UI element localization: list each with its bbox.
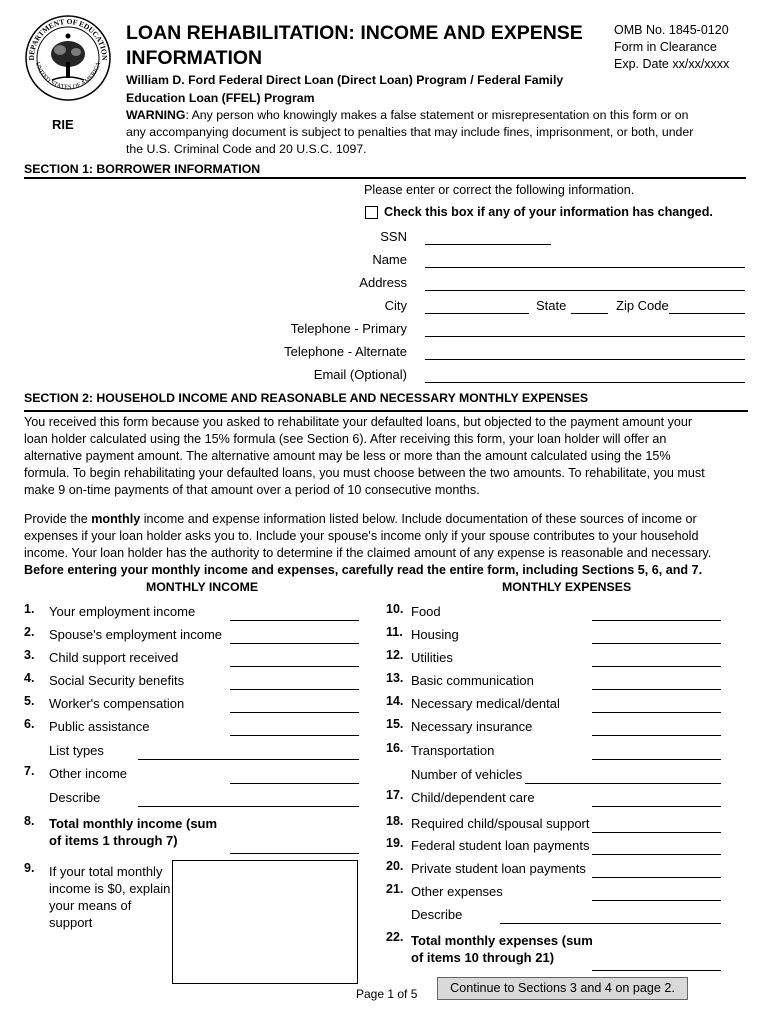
city-field[interactable]: [425, 313, 529, 314]
phone-primary-label: Telephone - Primary: [290, 321, 407, 336]
form-title-line2: INFORMATION: [126, 47, 263, 69]
expiration-date: Exp. Date xx/xx/xxxx: [614, 57, 730, 71]
insurance-field[interactable]: [592, 735, 721, 736]
child-support-field[interactable]: [230, 666, 359, 667]
income-item-label: Spouse's employment income: [49, 627, 223, 642]
email-label: Email (Optional): [313, 367, 407, 382]
medical-field[interactable]: [592, 712, 721, 713]
assistance-types-field[interactable]: [138, 759, 359, 760]
expense-item-num: 11.: [386, 625, 403, 639]
expense-item-num: 16.: [386, 741, 404, 755]
income-item-label: Describe: [49, 790, 101, 805]
info-changed-label: Check this box if any of your information has changed.: [384, 205, 713, 219]
means-of-support-textarea[interactable]: [172, 860, 358, 984]
page-number: Page 1 of 5: [356, 987, 418, 1001]
ssn-field[interactable]: [425, 244, 551, 245]
instructions-paragraph: Provide the monthly income and expense information listed below. Include documentation of these sources of income or expenses if your loan holder asks you to. Include your spouse's income only if your spouse contributes to your household income. Your loan holder has the authority to determine if the claimed amount of any expense is reasonable and necessary. Before entering your monthly income and expenses, carefully read the entire form, including Sections 5, 6, and 7.: [24, 512, 712, 577]
spousal-support-field[interactable]: [592, 832, 721, 833]
expense-item-label: Private student loan payments: [411, 861, 586, 876]
city-label: City: [384, 298, 407, 313]
employment-income-field[interactable]: [230, 620, 359, 621]
zero-income-label: If your total monthly: [49, 864, 163, 879]
income-item-num: 6.: [24, 717, 35, 731]
section1-instruction: Please enter or correct the following information.: [364, 183, 635, 197]
income-item-num: 3.: [24, 648, 35, 662]
expense-item-num: 13.: [386, 671, 404, 685]
form-code: RIE: [52, 117, 74, 132]
zero-income-label: support: [49, 915, 93, 930]
svg-text:UNITED STATES OF AMERICA: UNITED STATES OF AMERICA: [33, 61, 103, 91]
form-title-line1: LOAN REHABILITATION: INCOME AND EXPENSE: [126, 22, 583, 44]
total-income-label-2: of items 1 through 7): [49, 833, 178, 848]
expense-item-num: 19.: [386, 836, 404, 850]
federal-loan-field[interactable]: [592, 854, 721, 855]
other-expenses-describe-field[interactable]: [500, 923, 721, 924]
total-income-field[interactable]: [230, 853, 359, 854]
expense-item-label: Housing: [411, 627, 459, 642]
expense-item-label: Basic communication: [411, 673, 534, 688]
total-income-label: Total monthly income (sum: [49, 816, 218, 831]
expense-item-num: 17.: [386, 788, 404, 802]
income-item-label: Other income: [49, 766, 128, 781]
expense-item-num: 20.: [386, 859, 404, 873]
income-item-num: 8.: [24, 814, 35, 828]
food-field[interactable]: [592, 620, 721, 621]
expense-item-num: 18.: [386, 814, 404, 828]
program-name-line2: Education Loan (FFEL) Program: [126, 91, 315, 105]
expense-item-label: Utilities: [411, 650, 453, 665]
zip-label: Zip Code: [616, 298, 669, 313]
total-expenses-label-2: of items 10 through 21): [411, 950, 555, 965]
expense-item-num: 15.: [386, 717, 404, 731]
housing-field[interactable]: [592, 643, 721, 644]
expense-item-label: Necessary insurance: [411, 719, 533, 734]
workers-comp-field[interactable]: [230, 712, 359, 713]
income-item-label: Public assistance: [49, 719, 150, 734]
warning-line1: WARNING: Any person who knowingly makes a false statement or misrepresentation on this form or on: [126, 108, 689, 122]
name-field[interactable]: [425, 267, 745, 268]
income-item-label: Worker's compensation: [49, 696, 185, 711]
address-label: Address: [359, 275, 407, 290]
utilities-field[interactable]: [592, 666, 721, 667]
income-item-label: Social Security benefits: [49, 673, 185, 688]
expense-item-label: Necessary medical/dental: [411, 696, 560, 711]
expense-item-num: 21.: [386, 882, 404, 896]
spouse-income-field[interactable]: [230, 643, 359, 644]
state-field[interactable]: [571, 313, 608, 314]
svg-text:DEPARTMENT OF EDUCATION: DEPARTMENT OF EDUCATION: [26, 16, 110, 61]
income-item-num: 9.: [24, 861, 35, 875]
program-name-line1: William D. Ford Federal Direct Loan (Direct Loan) Program / Federal Family: [126, 73, 564, 87]
income-item-num: 2.: [24, 625, 35, 639]
monthly-expenses-header: MONTHLY EXPENSES: [502, 580, 632, 594]
private-loan-field[interactable]: [592, 877, 721, 878]
phone-alternate-field[interactable]: [425, 359, 745, 360]
clearance-status: Form in Clearance: [614, 40, 717, 54]
income-item-label: Child support received: [49, 650, 179, 665]
zero-income-label: income is $0, explain: [49, 881, 171, 896]
expense-item-label: Required child/spousal support: [411, 816, 590, 831]
warning-line3: the U.S. Criminal Code and 20 U.S.C. 1097.: [126, 142, 367, 156]
name-label: Name: [372, 252, 407, 267]
expense-item-label: Other expenses: [411, 884, 503, 899]
total-expenses-field[interactable]: [592, 970, 721, 971]
email-field[interactable]: [425, 382, 745, 383]
expense-item-label: Transportation: [411, 743, 495, 758]
department-of-education-seal: [24, 14, 112, 102]
income-item-label: List types: [49, 743, 104, 758]
other-income-describe-field[interactable]: [138, 806, 359, 807]
dependent-care-field[interactable]: [592, 806, 721, 807]
warning-line2: any accompanying document is subject to penalties that may include fines, imprisonment, or both, under: [126, 125, 694, 139]
communication-field[interactable]: [592, 689, 721, 690]
monthly-income-header: MONTHLY INCOME: [146, 580, 259, 594]
expense-item-label: Child/dependent care: [411, 790, 535, 805]
expense-item-num: 22.: [386, 930, 404, 944]
intro-paragraph: You received this form because you asked to rehabilitate your defaulted loans, but objected to the payment amount your loan holder calculated using the 15% formula (see Section 6). After receiving this form, your loan holder will offer an alternative payment amount. The alternative amount may be less or more than the amount calculated using the 15% formula. To begin rehabilitating your defaulted loans, you must choose between the two amounts. To rehabilitate, you must make 9 on-time payments of that amount over a period of 10 consecutive months.: [24, 415, 705, 497]
expense-item-num: 10.: [386, 602, 404, 616]
expense-item-label: Federal student loan payments: [411, 838, 590, 853]
zero-income-label: your means of: [49, 898, 132, 913]
info-changed-checkbox[interactable]: [365, 206, 378, 219]
continue-button[interactable]: Continue to Sections 3 and 4 on page 2.: [437, 977, 688, 1000]
public-assistance-field[interactable]: [230, 735, 359, 736]
section2-divider: [24, 410, 748, 412]
income-item-label: Your employment income: [49, 604, 196, 619]
ssn-label: SSN: [380, 229, 407, 244]
expense-item-label: Number of vehicles: [411, 767, 523, 782]
phone-primary-field[interactable]: [425, 336, 745, 337]
social-security-field[interactable]: [230, 689, 359, 690]
income-item-num: 7.: [24, 764, 35, 778]
address-field[interactable]: [425, 290, 745, 291]
income-item-num: 5.: [24, 694, 35, 708]
expense-item-num: 12.: [386, 648, 404, 662]
section1-divider: [24, 177, 746, 179]
vehicles-field[interactable]: [525, 783, 721, 784]
phone-alternate-label: Telephone - Alternate: [284, 344, 407, 359]
zip-field[interactable]: [669, 313, 745, 314]
other-income-field[interactable]: [230, 783, 359, 784]
expense-item-label: Food: [411, 604, 441, 619]
total-expenses-label: Total monthly expenses (sum: [411, 933, 593, 948]
omb-number: OMB No. 1845-0120: [614, 23, 729, 37]
state-label: State: [536, 298, 567, 313]
income-item-num: 1.: [24, 602, 35, 616]
income-item-num: 4.: [24, 671, 35, 685]
transportation-field[interactable]: [592, 759, 721, 760]
section2-title: SECTION 2: HOUSEHOLD INCOME AND REASONABLE AND NECESSARY MONTHLY EXPENSES: [24, 391, 589, 405]
other-expenses-field[interactable]: [592, 900, 721, 901]
expense-item-label: Describe: [411, 907, 463, 922]
expense-item-num: 14.: [386, 694, 404, 708]
section1-title: SECTION 1: BORROWER INFORMATION: [24, 162, 261, 176]
